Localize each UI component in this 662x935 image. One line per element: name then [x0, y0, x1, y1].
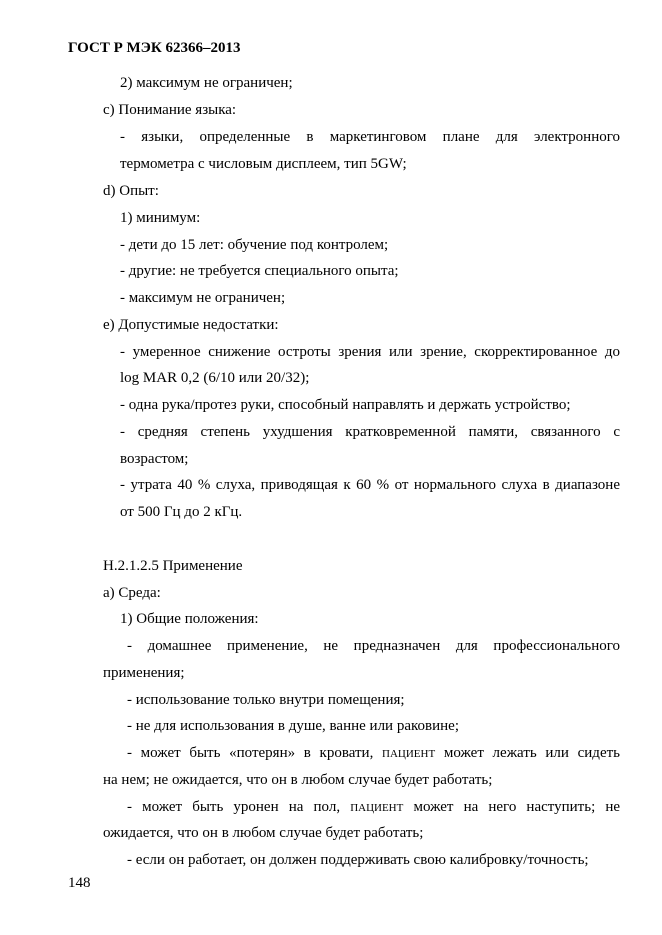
text-line: возрастом;: [120, 451, 189, 467]
text-line: - другие: не требуется специального опыта;: [120, 263, 399, 279]
text-line: - средняя степень ухудшения кратковременной памяти, связанного с: [120, 424, 620, 440]
text-fragment: может лежать или сидеть: [443, 745, 620, 761]
text-line: термометра с числовым дисплеем, тип 5GW;: [120, 156, 407, 172]
text-line: - не для использования в душе, ванне или раковине;: [127, 718, 459, 734]
text-line: - если он работает, он должен поддерживать свою калибровку/точность;: [127, 852, 589, 868]
patient-term: пациент: [350, 799, 404, 815]
document-header: ГОСТ Р МЭК 62366–2013: [68, 40, 241, 56]
patient-term: пациент: [382, 745, 436, 761]
text-line: на нем; не ожидается, что он в любом случае будет работать;: [103, 772, 493, 788]
text-line: 1) Общие положения:: [120, 611, 259, 627]
text-line: - дети до 15 лет: обучение под контролем;: [120, 237, 389, 253]
text-fragment: может на него наступить; не: [413, 799, 621, 815]
list-item-d: d) Опыт:: [103, 183, 159, 199]
text-line: - языки, определенные в маркетинговом плане для электронного: [120, 129, 620, 145]
text-line: - домашнее применение, не предназначен для профессионального: [127, 638, 620, 654]
text-line: - утрата 40 % слуха, приводящая к 60 % от нормального слуха в диапазоне: [120, 477, 620, 493]
list-item-e: e) Допустимые недостатки:: [103, 317, 279, 333]
text-line: - использование только внутри помещения;: [127, 692, 405, 708]
list-item-a: а) Среда:: [103, 585, 161, 601]
text-line: - максимум не ограничен;: [120, 290, 286, 306]
page-number: 148: [68, 875, 91, 891]
text-line: применения;: [103, 665, 185, 681]
section-heading: Н.2.1.2.5 Применение: [103, 558, 243, 574]
text-line: от 500 Гц до 2 кГц.: [120, 504, 243, 520]
text-line: 1) минимум:: [120, 210, 201, 226]
text-fragment: - может быть уронен на пол,: [127, 799, 341, 815]
text-line: 2) максимум не ограничен;: [120, 75, 293, 91]
text-line: [127, 798, 620, 816]
text-line: [127, 744, 620, 762]
text-line: log MAR 0,2 (6/10 или 20/32);: [120, 370, 310, 386]
text-line: - одна рука/протез руки, способный направлять и держать устройство;: [120, 397, 571, 413]
list-item-c: c) Понимание языка:: [103, 102, 237, 118]
text-line: - умеренное снижение остроты зрения или зрение, скорректированное до: [120, 344, 620, 360]
text-line: ожидается, что он в любом случае будет работать;: [103, 825, 424, 841]
text-fragment: - может быть «потерян» в кровати,: [127, 745, 374, 761]
